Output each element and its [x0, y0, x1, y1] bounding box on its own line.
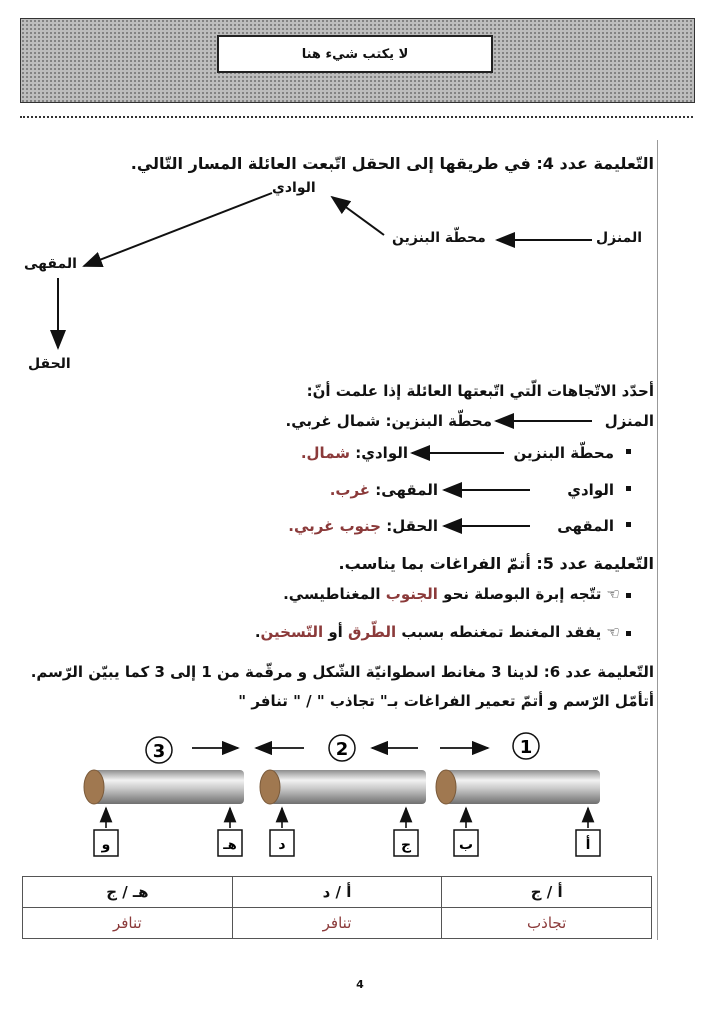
q4-instruction: أحدّد الاتّجاهات الّتي اتّبعتها العائلة إذا علمت أنّ: — [306, 382, 654, 400]
q6-instruction: أتأمّل الرّسم و أتمّ تعمير الفراغات بـ" تجاذب " / " تنافر " — [238, 692, 654, 710]
given-from: المنزل — [604, 412, 654, 430]
q5-item2-answer-2: التّسخين — [260, 623, 324, 641]
magnet-3 — [84, 770, 244, 804]
place-station: محطّة البنزين — [392, 230, 486, 246]
row3-from: المقهى — [557, 517, 614, 535]
q5-item2-text-b: أو — [323, 623, 349, 641]
table-answer-row — [23, 908, 652, 939]
end-label-h: هـ — [223, 838, 237, 853]
magnet-number-1: 1 — [519, 737, 533, 758]
q5-item2-text-a: يفقد المغنط تمغنطه بسبب — [396, 623, 602, 641]
table-header-cell: هـ / ج — [23, 877, 233, 908]
q6-title-text: لدينا 3 مغانط اسطوانيّة الشّكل و مرقّمة من 1 إلى 3 كما يبيّن الرّسم. — [30, 663, 544, 681]
row1-from: محطّة البنزين — [513, 444, 614, 462]
magnet-2 — [260, 770, 426, 804]
table-header-row — [23, 877, 652, 908]
row1-to-label: الوادي: — [355, 444, 408, 462]
q5-item1-text-a: تتّجه إبرة البوصلة نحو — [437, 585, 602, 603]
end-label-b: ب — [458, 837, 474, 853]
table-header-cell: أ / د — [232, 877, 442, 908]
row3-answer: جنوب غربي. — [288, 517, 381, 535]
q5-item1-text-b: المغناطيسي. — [283, 585, 386, 603]
q5-item1-answer: الجنوب — [385, 585, 438, 603]
q4-title-label: التّعليمة عدد 4: — [536, 154, 654, 173]
q5-item2-answer-1: الطّرق — [348, 623, 397, 641]
place-valley: الوادي — [272, 180, 316, 196]
given-direction: شمال غربي. — [285, 412, 386, 430]
hand-pointer-icon: ☜ — [601, 585, 620, 603]
hand-pointer-icon: ☜ — [601, 623, 620, 641]
row2-to-label: المقهى: — [375, 481, 438, 499]
magnet-number-3: 3 — [152, 741, 166, 762]
row2-answer: غرب. — [329, 481, 371, 499]
q5-item2-text-c: . — [254, 623, 261, 641]
q5-title-text: أتمّ الفراغات بما يناسب. — [338, 554, 537, 573]
q4-title-text: في طريقها إلى الحقل اتّبعت العائلة المسار التّالي. — [130, 154, 537, 173]
answer-table — [22, 876, 652, 939]
end-label-a: أ — [585, 837, 591, 853]
place-field: الحقل — [28, 356, 71, 372]
row2-from: الوادي — [567, 481, 614, 499]
q5-title-label: التّعليمة عدد 5: — [536, 554, 654, 573]
place-cafe: المقهى — [24, 256, 77, 272]
place-home: المنزل — [596, 230, 643, 246]
no-write-box: لا يكتب شيء هنا — [217, 35, 493, 73]
end-label-j: ج — [400, 837, 412, 853]
row1-answer: شمال. — [300, 444, 350, 462]
end-label-d: د — [278, 837, 286, 853]
end-label-w: و — [101, 837, 111, 853]
table-answer-cell: تنافر — [232, 908, 442, 939]
q6-title-label: التّعليمة عدد 6: — [543, 663, 654, 681]
table-answer-cell: تجاذب — [442, 908, 652, 939]
page-number: 4 — [356, 978, 364, 991]
magnet-1 — [436, 770, 600, 804]
given-to-label: محطّة البنزين: — [385, 412, 492, 430]
table-answer-cell: تنافر — [23, 908, 233, 939]
row3-to-label: الحقل: — [386, 517, 438, 535]
magnet-number-2: 2 — [335, 739, 349, 760]
table-header-cell: أ / ج — [442, 877, 652, 908]
